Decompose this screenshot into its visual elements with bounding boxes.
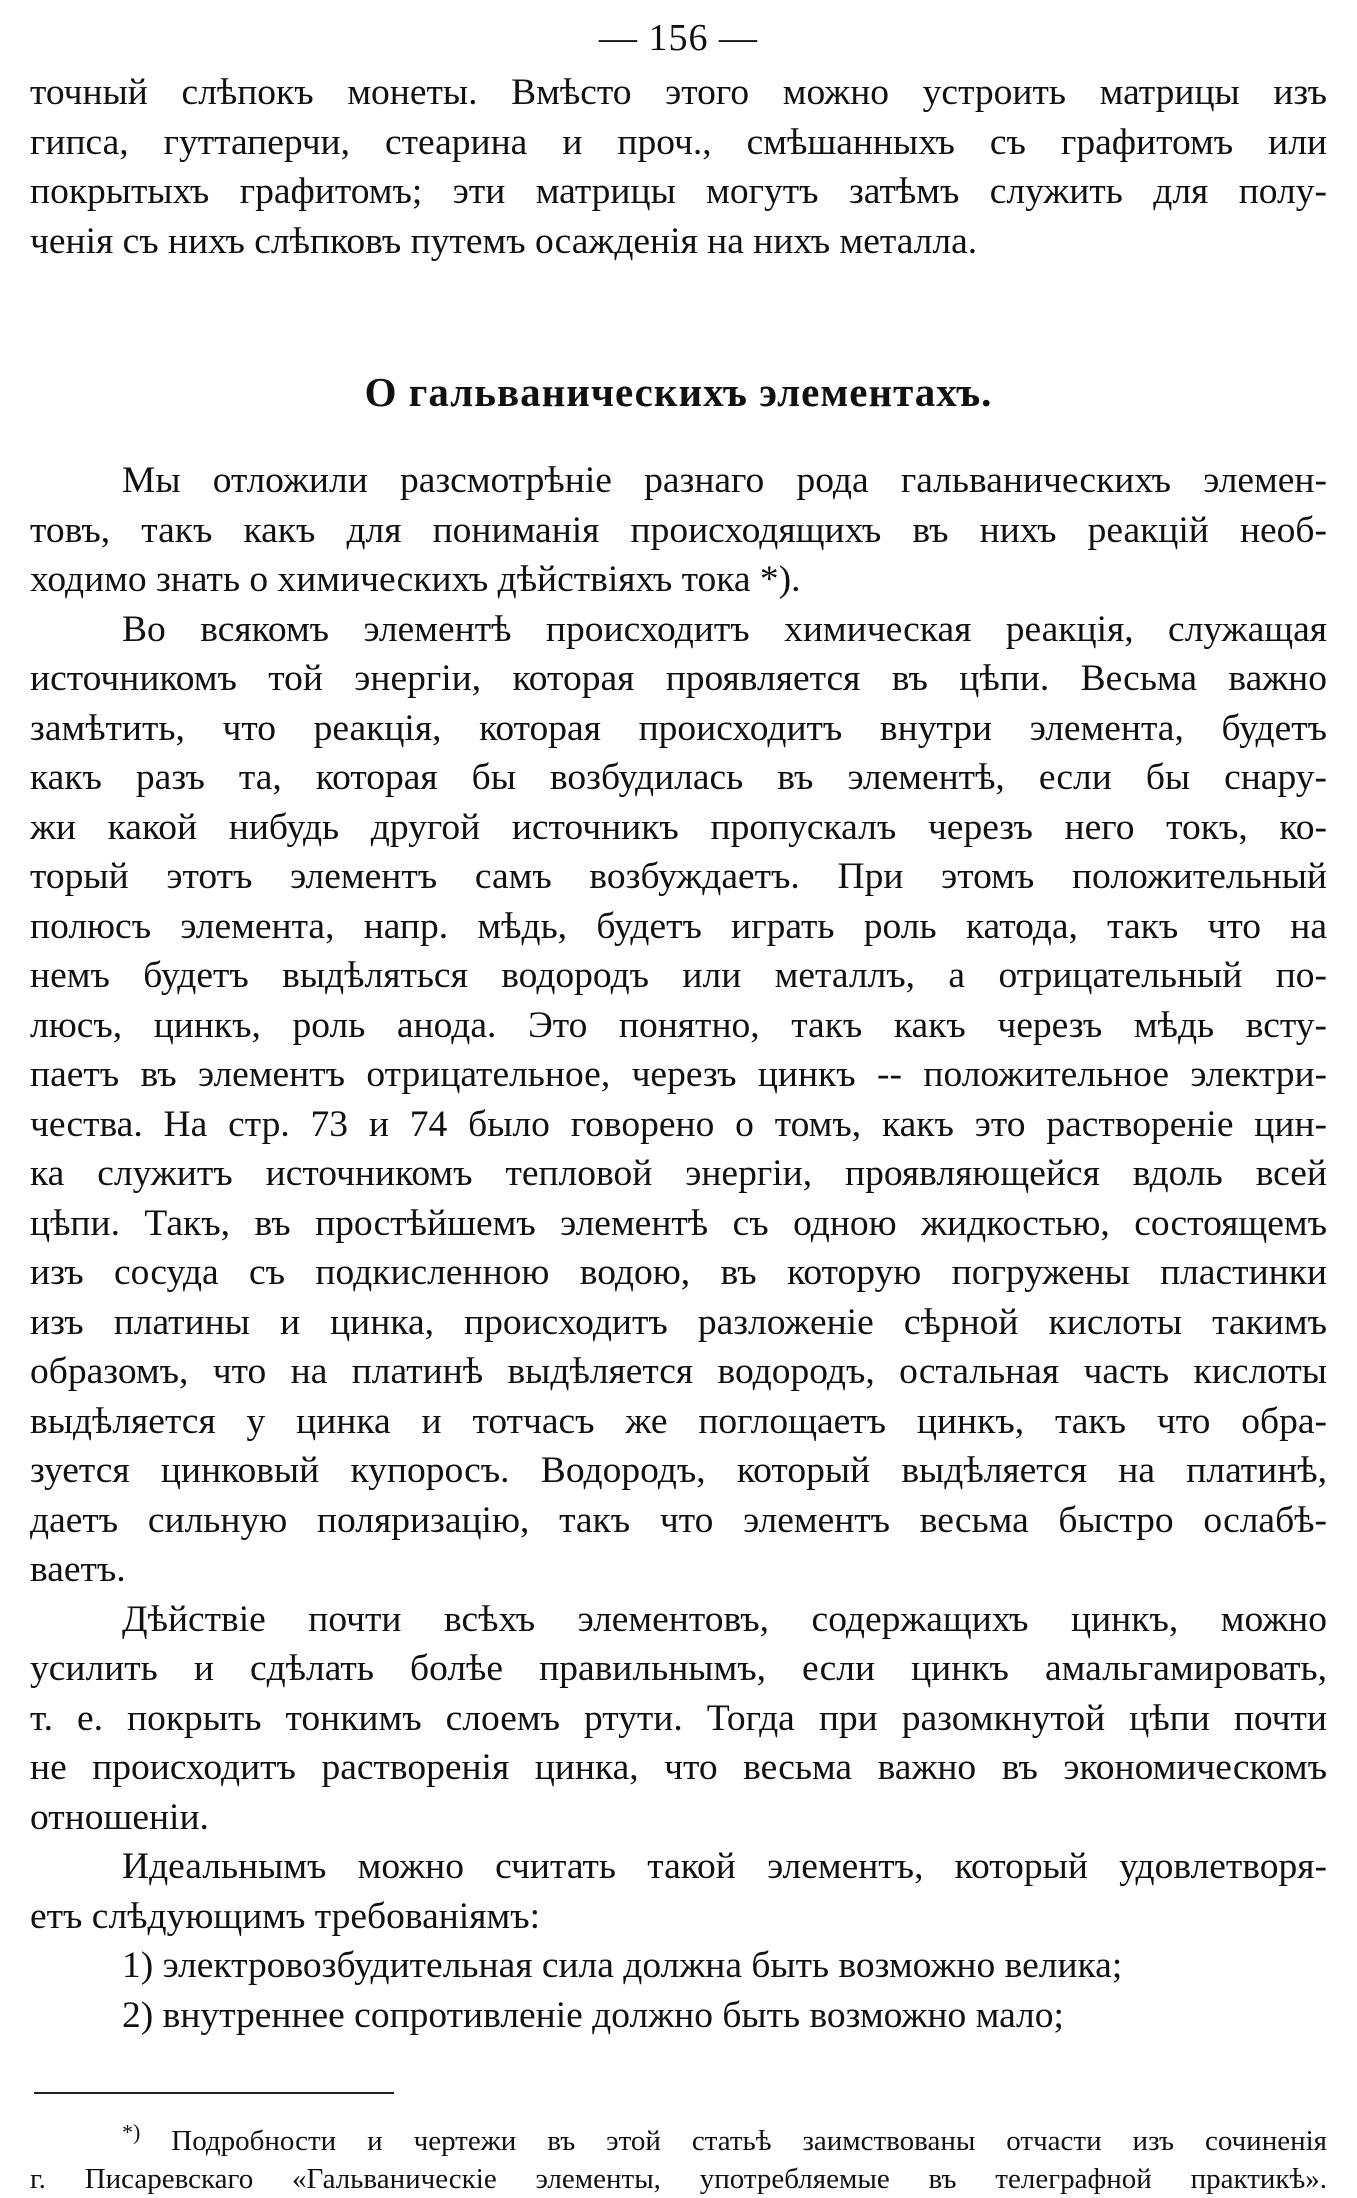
text-line: изъ сосуда съ подкисленною водою, въ которую погружены пластинки — [30, 1252, 1327, 1293]
text-line: точный слѣпокъ монеты. Вмѣсто этого можно устроить матрицы изъ — [30, 72, 1327, 113]
text-line: ченія съ нихъ слѣпковъ путемъ осажденія на нихъ металла. — [30, 220, 978, 262]
text-line: цѣпи. Такъ, въ простѣйшемъ элементѣ съ одною жидкостью, состоящемъ — [30, 1202, 1327, 1244]
book-page — [30, 16, 1327, 2195]
text-line: Дѣйствіе почти всѣхъ элементовъ, содержащихъ цинкъ, можно — [122, 1598, 1327, 1640]
text-line: паетъ въ элементъ отрицательное, черезъ цинкъ -- положительное электри- — [30, 1054, 1327, 1095]
text-line: ваетъ. — [30, 1549, 126, 1590]
footnote-line: г. Писаревскаго «Гальваническіе элементы, употребляемые въ телеграфной практикѣ». — [30, 2163, 1327, 2195]
continuation-text — [30, 68, 1327, 266]
text-line: ка служитъ источникомъ тепловой энергіи, проявляющейся вдоль всей — [30, 1153, 1327, 1194]
text-line: какъ разъ та, которая бы возбудилась въ элементѣ, если бы снару- — [30, 757, 1327, 798]
paragraph-1 — [30, 456, 1327, 605]
text-line: Идеальнымъ можно считать такой элементъ, который удовлетворя- — [122, 1846, 1327, 1887]
text-line: образомъ, что на платинѣ выдѣляется водородъ, остальная часть кислоты — [30, 1351, 1327, 1392]
footnote-text: Подробности и чертежи въ этой статьѣ заимствованы отчасти изъ сочиненія — [171, 2125, 1327, 2157]
text-line: Мы отложили разсмотрѣніе разнаго рода гальваническихъ элемен- — [122, 460, 1327, 501]
text-line: етъ слѣдующимъ требованіямъ: — [30, 1895, 541, 1937]
text-line: даетъ сильную поляризацію, такъ что элементъ весьма быстро ослабѣ- — [30, 1499, 1327, 1541]
text-line: гипса, гуттаперчи, стеарина и проч., смѣшанныхъ съ графитомъ или — [30, 121, 1327, 163]
text-line: источникомъ той энергіи, которая проявляется въ цѣпи. Весьма важно — [30, 658, 1327, 699]
text-line: люсъ, цинкъ, роль анода. Это понятно, такъ какъ черезъ мѣдь всту- — [30, 1004, 1327, 1046]
text-line: Во всякомъ элементѣ происходитъ химическая реакція, служащая — [122, 608, 1327, 650]
text-line: товъ, такъ какъ для пониманія происходящихъ въ нихъ реакцій необ- — [30, 509, 1327, 551]
footnote-divider — [34, 2092, 394, 2094]
text-line: торый этотъ элементъ самъ возбуждаетъ. При этомъ положительный — [30, 856, 1327, 897]
text-line: изъ платины и цинка, происходитъ разложеніе сѣрной кислоты такимъ — [30, 1301, 1327, 1343]
requirements-list — [30, 1941, 1327, 2040]
footnote-line — [30, 2122, 1327, 2160]
footnote-mark: *) — [122, 2122, 141, 2145]
text-line: отношеніи. — [30, 1796, 209, 1838]
text-line: чества. На стр. 73 и 74 было говорено о томъ, какъ это раствореніе цин- — [30, 1103, 1327, 1145]
text-line: немъ будетъ выдѣляться водородъ или металлъ, а отрицательный по- — [30, 955, 1327, 996]
list-item: 2) внутреннее сопротивленіе должно быть возможно мало; — [122, 1994, 1064, 2036]
text-line: т. е. покрыть тонкимъ слоемъ ртути. Тогда при разомкнутой цѣпи почти — [30, 1697, 1327, 1739]
text-line: не происходитъ растворенія цинка, что весьма важно въ экономическомъ — [30, 1747, 1327, 1788]
section-title: О гальваническихъ элементахъ. — [364, 369, 993, 415]
text-line: ходимо знать о химическихъ дѣйствіяхъ тока *). — [30, 559, 801, 600]
text-line: выдѣляется у цинка и тотчасъ же поглощаетъ цинкъ, такъ что обра- — [30, 1400, 1327, 1442]
text-line: жи какой нибудь другой источникъ пропускалъ черезъ него токъ, ко- — [30, 806, 1327, 848]
paragraph-3 — [30, 1595, 1327, 1843]
text-line: замѣтить, что реакція, которая происходитъ внутри элемента, будетъ — [30, 707, 1327, 749]
footnote — [30, 2122, 1327, 2198]
paragraph-2 — [30, 605, 1327, 1595]
text-line: покрытыхъ графитомъ; эти матрицы могутъ затѣмъ служить для полу- — [30, 171, 1327, 212]
text-line: зуется цинковый купоросъ. Водородъ, который выдѣляется на платинѣ, — [30, 1450, 1327, 1491]
page-number: — 156 — — [599, 17, 758, 59]
text-line: полюсъ элемента, напр. мѣдь, будетъ играть роль катода, такъ что на — [30, 905, 1327, 947]
text-line: усилить и сдѣлать болѣе правильнымъ, если цинкъ амальгамировать, — [30, 1648, 1327, 1689]
paragraph-4 — [30, 1842, 1327, 1941]
list-item: 1) электровозбудительная сила должна быть возможно велика; — [122, 1945, 1123, 1986]
